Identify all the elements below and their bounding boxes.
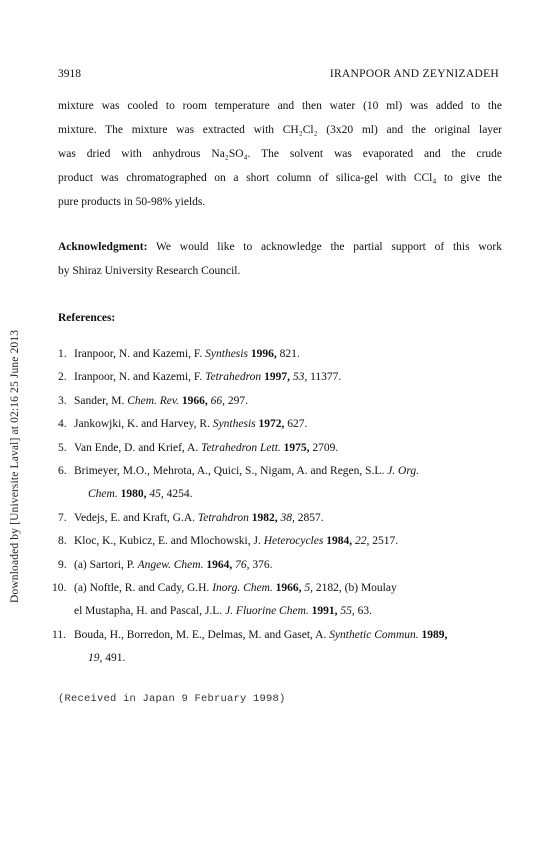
- reference-item: [58, 507, 513, 530]
- reference-list: [52, 343, 513, 671]
- reference-authors: Iranpoor, N. and Kazemi, F.: [74, 348, 206, 360]
- reference-journal: Heterocycles: [263, 535, 324, 548]
- reference-number: 5.: [58, 441, 67, 454]
- reference-item: [58, 554, 513, 577]
- reference-volume: 76,: [232, 558, 250, 571]
- reference-journal: Synthetic Commun.: [329, 628, 419, 641]
- reference-pages: 376.: [249, 558, 273, 571]
- reference-authors: Bouda, H., Borredon, M. E., Delmas, M. and Gaset, A.: [74, 628, 330, 641]
- reference-journal: Angew. Chem.: [137, 558, 204, 571]
- reference-journal: J. Org.: [384, 465, 420, 478]
- reference-authors: Kloc, K., Kubicz, E. and Mlochowski, J.: [74, 535, 264, 548]
- reference-item: [52, 624, 513, 671]
- reference-journal: Synthesis: [212, 418, 256, 431]
- reference-year: 1966,: [272, 582, 302, 595]
- reference-year: 1996,: [247, 348, 277, 360]
- reference-item: [58, 437, 513, 460]
- reference-authors: Sander, M.: [74, 394, 128, 407]
- reference-journal: Synthesis: [205, 348, 248, 360]
- paragraph-line: mixture. The mixture was extracted with CH₂Cl₂ (3x20 ml) and the original layer: [58, 124, 502, 136]
- reference-volume: 66,: [207, 394, 226, 407]
- reference-number: 3.: [58, 394, 67, 407]
- reference-number: 10.: [52, 582, 67, 595]
- reference-authors: Iranpoor, N. and Kazemi, F.: [74, 371, 206, 384]
- reference-pages: 63.: [354, 605, 373, 618]
- acknowledgment-paragraph: [58, 235, 502, 283]
- reference-number: 6.: [58, 465, 67, 478]
- reference-authors: (a) Noftle, R. and Cady, G.H.: [74, 582, 213, 595]
- reference-authors: Brimeyer, M.O., Mehrota, A., Quici, S., Nigam, A. and Regen, S.L.: [74, 465, 385, 478]
- reference-journal: Inorg. Chem.: [212, 582, 273, 595]
- reference-number: 1.: [58, 348, 67, 360]
- reference-number: 2.: [58, 371, 67, 384]
- reference-item: [52, 577, 513, 624]
- reference-year: 1972,: [255, 418, 285, 431]
- reference-pages: 4254.: [163, 488, 193, 501]
- reference-volume: 19,: [88, 652, 103, 665]
- reference-item: [58, 460, 513, 507]
- reference-volume: 53,: [289, 371, 308, 384]
- paragraph-line: product was chromatographed on a short column of silica-gel with CCl₄ to give the: [58, 172, 502, 184]
- reference-journal: J. Fluorine Chem.: [225, 605, 309, 618]
- reference-year: 1966,: [179, 394, 208, 407]
- paragraph-line: pure products in 50-98% yields.: [58, 196, 206, 208]
- reference-pages: 297.: [225, 394, 249, 407]
- reference-journal: Chem.: [88, 488, 118, 501]
- reference-number: 9.: [58, 558, 67, 571]
- reference-line: [74, 624, 513, 647]
- reference-pages: 11377.: [307, 371, 342, 384]
- reference-journal: Tetrahedron: [205, 371, 262, 384]
- reference-item: [58, 366, 513, 389]
- download-watermark: Downloaded by [Universite Laval] at 02:16 25 June 2013: [9, 329, 21, 603]
- experimental-paragraph: [58, 94, 502, 214]
- reference-item: [58, 413, 513, 436]
- reference-year: 1980,: [117, 488, 147, 501]
- reference-pages: 2517.: [369, 535, 399, 548]
- acknowledgment-heading: Acknowledgment:: [58, 241, 148, 253]
- reference-authors: el Mustapha, H. and Pascal, J.L.: [74, 605, 226, 618]
- references-heading: References:: [58, 312, 116, 324]
- reference-number: 8.: [58, 535, 67, 548]
- reference-year: 1991,: [308, 605, 338, 618]
- reference-authors: (a) Sartori, P.: [74, 558, 138, 571]
- reference-item: [58, 530, 513, 553]
- reference-volume: 22,: [352, 535, 370, 548]
- reference-journal: Tetrahdron: [197, 511, 249, 524]
- reference-year: 1982,: [248, 511, 278, 524]
- reference-volume: 5,: [301, 582, 314, 595]
- reference-number: 11.: [52, 628, 66, 641]
- reference-pages: 2182, (b) Moulay: [313, 582, 397, 595]
- reference-year: 1975,: [280, 441, 310, 454]
- received-date: (Received in Japan 9 February 1998): [58, 693, 286, 705]
- reference-line: [74, 577, 513, 600]
- reference-line: [74, 600, 513, 623]
- reference-volume: 38,: [277, 511, 295, 524]
- reference-number: 4.: [58, 418, 67, 431]
- reference-pages: 491.: [102, 652, 126, 665]
- reference-year: 1984,: [323, 535, 353, 548]
- reference-volume: 55,: [337, 605, 355, 618]
- reference-pages: 2709.: [309, 441, 339, 454]
- reference-journal: Chem. Rev.: [127, 394, 180, 407]
- acknowledgment-text: We would like to acknowledge the partial support of this work: [147, 241, 502, 253]
- running-title: IRANPOOR AND ZEYNIZADEH: [329, 68, 499, 80]
- page-number: 3918: [58, 68, 81, 80]
- reference-authors: Van Ende, D. and Krief, A.: [74, 441, 202, 454]
- reference-pages: 821.: [276, 348, 300, 360]
- reference-year: 1964,: [203, 558, 233, 571]
- reference-journal: Tetrahedron Lett.: [201, 441, 281, 454]
- running-header: [58, 68, 499, 84]
- reference-volume: 45,: [146, 488, 164, 501]
- reference-authors: Vedejs, E. and Kraft, G.A.: [74, 511, 198, 524]
- reference-number: 7.: [58, 511, 67, 524]
- reference-pages: 2857.: [294, 511, 324, 524]
- reference-line: [74, 460, 513, 483]
- acknowledgment-line: [58, 235, 502, 259]
- reference-year: 1989,: [418, 628, 448, 641]
- reference-year: 1997,: [261, 371, 290, 384]
- reference-line: [74, 647, 513, 670]
- reference-authors: Jankowjki, K. and Harvey, R.: [74, 418, 213, 431]
- reference-item: [58, 343, 513, 366]
- acknowledgment-line: by Shiraz University Research Council.: [58, 265, 241, 277]
- reference-item: [58, 390, 513, 413]
- paragraph-line: mixture was cooled to room temperature and then water (10 ml) was added to the: [58, 100, 502, 112]
- reference-line: [74, 483, 513, 506]
- paragraph-line: was dried with anhydrous Na₂SO₄. The solvent was evaporated and the crude: [58, 148, 502, 160]
- reference-pages: 627.: [284, 418, 308, 431]
